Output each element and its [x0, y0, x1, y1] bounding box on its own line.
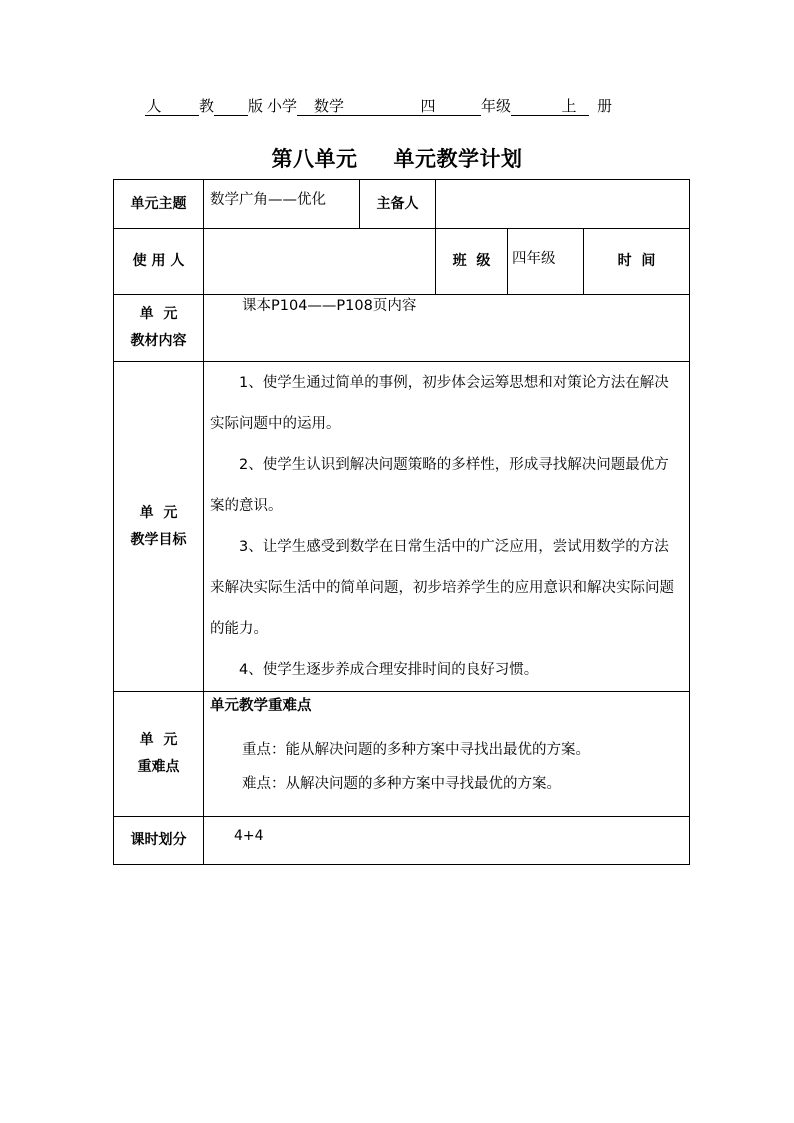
row-hours [114, 817, 690, 865]
header-level: 小学 [267, 97, 298, 115]
goal-item-3: 3、让学生感受到数学在日常生活中的广泛应用，尝试用数学的方法来解决实际生活中的简单问题，初步培养学生的应用意识和解决实际问题的能力。 [210, 539, 674, 637]
theme-value: 数学广角——优化 [210, 192, 326, 208]
row-user [114, 229, 690, 295]
class-value: 四年级 [512, 251, 556, 267]
key-label [114, 692, 204, 817]
key-heading: 单元教学重难点 [210, 698, 312, 714]
key-point: 重点：能从解决问题的多种方案中寻找出最优的方案。 [242, 742, 590, 758]
hours-value: 4+4 [234, 828, 264, 844]
header-volume-word: 册 [597, 97, 613, 115]
title-unit: 第八单元 [271, 147, 358, 171]
header-publisher: 人 [146, 97, 162, 115]
goal-item-1: 1、使学生通过简单的事例，初步体会运筹思想和对策论方法在解决实际问题中的运用。 [210, 375, 669, 432]
content-label-line1: 单 元 [139, 306, 178, 322]
key-cell [204, 692, 690, 817]
hours-label: 课时划分 [114, 817, 204, 865]
goal-item-2: 2、使学生认识到解决问题策略的多样性，形成寻找解决问题最优方案的意识。 [210, 457, 669, 514]
hours-cell [204, 817, 690, 865]
header-grade-word: 年级 [481, 97, 512, 115]
unit-plan-table [113, 179, 690, 865]
key-label-line2: 重难点 [137, 759, 180, 775]
row-goals [114, 362, 690, 692]
header-gap-4 [441, 97, 481, 116]
goal-item-4: 4、使学生逐步养成合理安排时间的良好习惯。 [239, 662, 539, 678]
header-volume: 上 [549, 97, 589, 116]
row-key-points [114, 692, 690, 817]
user-label: 使 用 人 [114, 229, 204, 295]
header-grade-number: 四 [415, 97, 441, 116]
content-label [114, 295, 204, 362]
row-content [114, 295, 690, 362]
theme-label: 单元主题 [114, 180, 204, 229]
time-label: 时 间 [584, 229, 690, 295]
page-title [0, 144, 794, 174]
header-edition-suffix: 版 [248, 97, 264, 115]
content-label-line2: 教材内容 [130, 333, 187, 349]
header-line [145, 96, 612, 116]
row-theme [114, 180, 690, 229]
difficult-point: 难点：从解决问题的多种方案中寻找最优的方案。 [242, 776, 561, 792]
header-gap-2 [214, 97, 248, 116]
key-label-line1: 单 元 [139, 732, 178, 748]
title-plan: 单元教学计划 [393, 147, 523, 171]
goals-label-line2: 教学目标 [130, 531, 187, 548]
header-subject: 数学 [297, 97, 361, 116]
header-gap-5 [511, 97, 549, 116]
theme-cell [204, 180, 360, 229]
class-label: 班 级 [436, 229, 508, 295]
header-gap-1 [163, 97, 199, 116]
goals-label-line1: 单 元 [139, 504, 178, 521]
content-cell [204, 295, 690, 362]
goals-label [114, 362, 204, 692]
content-value: 课本P104——P108页内容 [242, 298, 417, 314]
preparer-value [436, 180, 690, 229]
header-gap-3 [361, 97, 415, 116]
class-cell [508, 229, 584, 295]
preparer-label: 主备人 [360, 180, 436, 229]
goals-cell [204, 362, 690, 692]
user-value [204, 229, 436, 295]
header-edition-word: 教 [199, 97, 215, 115]
